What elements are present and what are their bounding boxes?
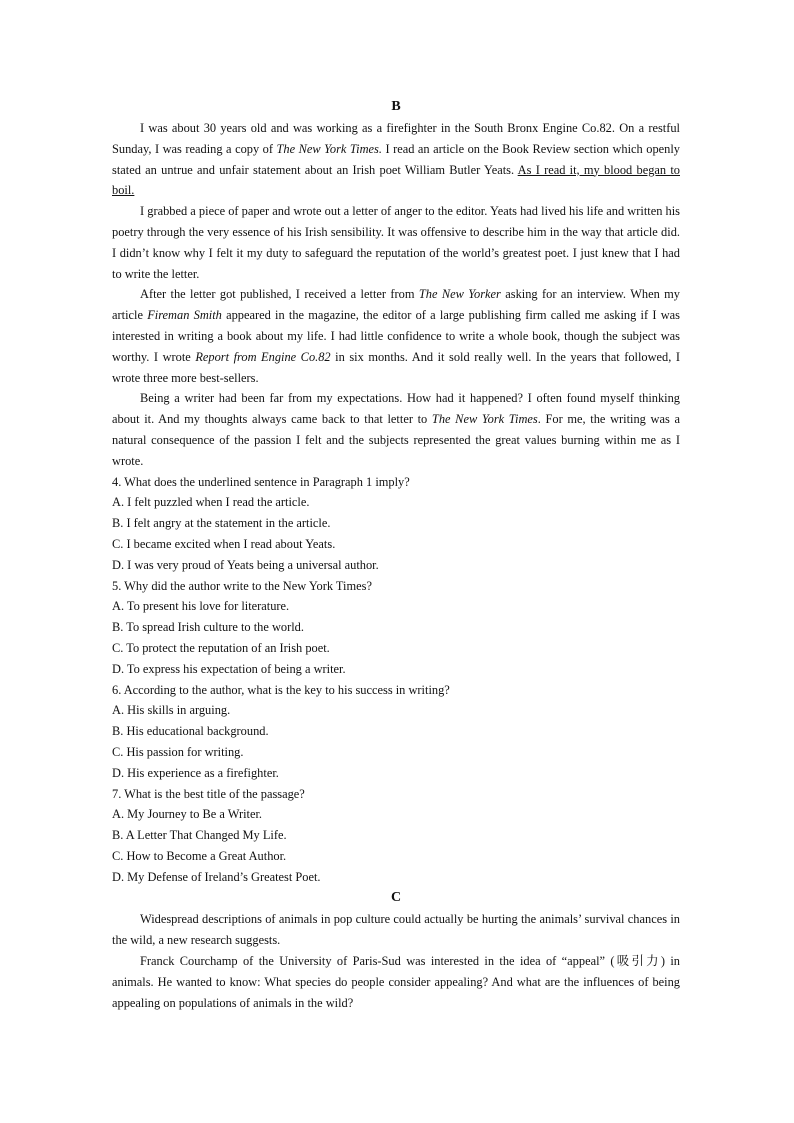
question-7-option-a: A. My Journey to Be a Writer. xyxy=(112,807,262,822)
section-c-heading: C xyxy=(390,890,402,906)
magazine-title: The New Yorker xyxy=(418,287,501,302)
paragraph-3 xyxy=(112,284,680,388)
paragraph-1-text-a: I was about 30 years old and was working as a firefighter in the South Bronx Engine Co.82. On a restful Sunday, I was reading a copy of xyxy=(112,121,680,156)
question-4-option-b: B. I felt angry at the statement in the article. xyxy=(112,516,331,531)
paragraph-3-text-a: After the letter got published, I received a letter from xyxy=(140,287,419,302)
question-5 xyxy=(112,576,680,680)
question-7-option-d: D. My Defense of Ireland’s Greatest Poet. xyxy=(112,869,321,884)
question-5-option-b: B. To spread Irish culture to the world. xyxy=(112,620,304,635)
underlined-sentence: As I read it, my blood began to boil. xyxy=(112,162,680,198)
paragraph-3-text-c: appeared in the magazine, the editor of a large publishing firm called me asking if I was interested in writing a book about my life. I had little confidence to write a whole book, though the subject was worthy. I wrote xyxy=(112,308,680,364)
paragraph-4-text-a: Being a writer had been far from my expectations. How had it happened? I often found myself thinking about it. And my thoughts always came back to that letter to xyxy=(112,391,680,427)
section-c-paragraph-1: Widespread descriptions of animals in pop culture could actually be hurting the animals’ survival chances in the wild, a new research suggests. xyxy=(112,912,680,948)
question-4-option-d: D. I was very proud of Yeats being a universal author. xyxy=(112,557,379,572)
question-6-option-a: A. His skills in arguing. xyxy=(112,703,231,718)
newspaper-title: The New York Times. xyxy=(276,141,382,156)
section-c-paragraph-2: Franck Courchamp of the University of Paris-Sud was interested in the idea of “appeal” (吸引力) in animals. He wanted to know: What species do people consider appealing? And what are the influences of being appealing on populations of animals in the wild? xyxy=(112,954,680,1010)
question-6 xyxy=(112,680,680,784)
article-title: Fireman Smith xyxy=(147,308,222,323)
paragraph-2: I grabbed a piece of paper and wrote out a letter of anger to the editor. Yeats had lived his life and written his poetry through the very essence of his Irish sensibility. It was offensive to describe him in the way that article did. I didn’t know why I felt it my duty to safeguard the reputation of the world’s greatest poet. I just knew that I had to write the letter. xyxy=(112,204,680,281)
paragraph-4 xyxy=(112,388,680,471)
book-title: Report from Engine Co.82 xyxy=(195,349,331,364)
paragraph-3-text-d: in six months. And it sold really well. In the years that followed, I wrote three more best-sellers. xyxy=(112,349,680,385)
question-6-option-d: D. His experience as a firefighter. xyxy=(112,765,279,780)
paragraph-1-text-b: I read an article on the Book Review section which openly stated an untrue and unfair statement about an Irish poet William Butler Yeats. xyxy=(112,141,680,177)
question-5-option-d: D. To express his expectation of being a writer. xyxy=(112,661,346,676)
question-5-option-a: A. To present his love for literature. xyxy=(112,599,290,614)
question-7-option-b: B. A Letter That Changed My Life. xyxy=(112,828,287,843)
question-7 xyxy=(112,784,680,888)
question-7-stem: 7. What is the best title of the passage? xyxy=(112,786,305,801)
question-6-option-c: C. His passion for writing. xyxy=(112,744,244,759)
question-6-option-b: B. His educational background. xyxy=(112,724,269,739)
question-5-stem: 5. Why did the author write to the New York Times? xyxy=(112,578,372,593)
newspaper-title-2: The New York Times xyxy=(431,412,538,427)
question-4-stem: 4. What does the underlined sentence in Paragraph 1 imply? xyxy=(112,474,410,489)
paragraph-4-text-b: . For me, the writing was a natural consequence of the passion I felt and the subjects represented the great values burning within me as I wrote. xyxy=(112,412,680,468)
question-4 xyxy=(112,472,680,576)
question-7-option-c: C. How to Become a Great Author. xyxy=(112,848,287,863)
question-5-option-c: C. To protect the reputation of an Irish poet. xyxy=(112,640,330,655)
question-4-option-a: A. I felt puzzled when I read the article. xyxy=(112,495,310,510)
question-4-option-c: C. I became excited when I read about Yeats. xyxy=(112,536,336,551)
paragraph-1 xyxy=(112,118,680,201)
paragraph-3-text-b: asking for an interview. When my article xyxy=(112,287,681,323)
section-b-heading: B xyxy=(391,99,401,114)
document-page xyxy=(112,96,680,1013)
question-6-stem: 6. According to the author, what is the key to his success in writing? xyxy=(112,682,450,697)
